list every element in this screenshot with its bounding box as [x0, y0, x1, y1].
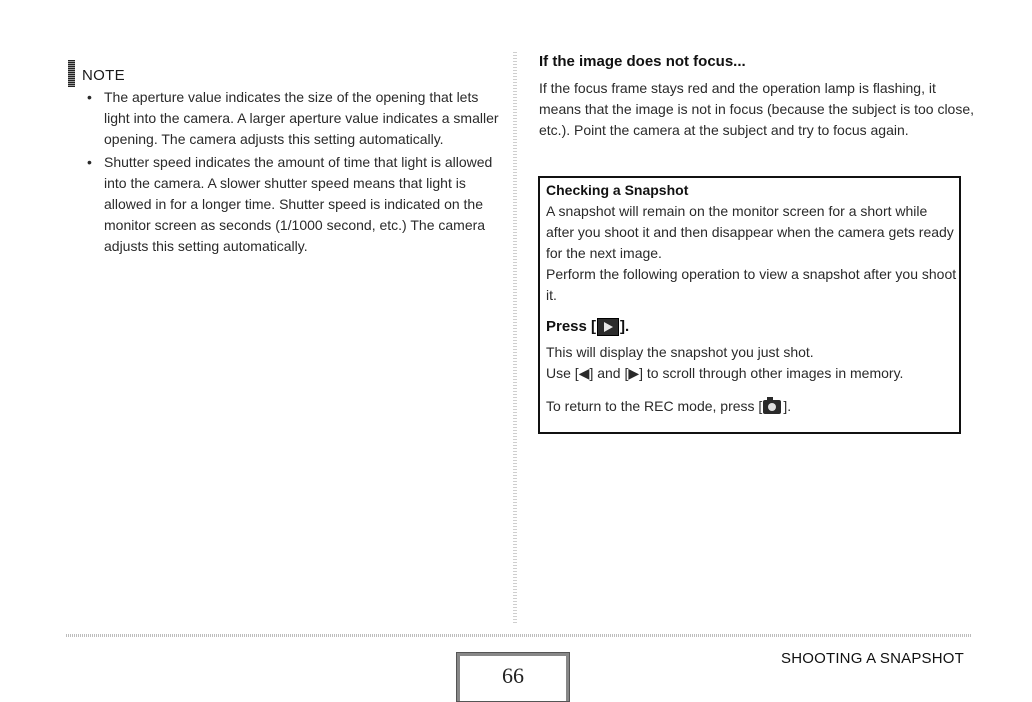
snapshot-box-title: Checking a Snapshot: [546, 182, 689, 198]
camera-icon: [763, 400, 781, 414]
press-line-2: Use [◀] and [▶] to scroll through other images in memory.: [546, 365, 904, 381]
play-icon: [597, 318, 619, 336]
note-list: [82, 87, 502, 259]
snapshot-text-2: Perform the following operation to view a snapshot after you shoot it.: [546, 266, 957, 303]
bullet-icon: •: [87, 89, 92, 105]
page-number: 66: [502, 663, 524, 688]
note-item-text: The aperture value indicates the size of the opening that lets light into the camera. A larger aperture value indicates a smaller opening. The camera adjusts this setting automatically.: [104, 89, 499, 147]
page-number-box: [456, 652, 570, 702]
press-suffix: ].: [620, 318, 630, 335]
press-line-1: This will display the snapshot you just shot.: [546, 344, 814, 360]
focus-heading: If the image does not focus...: [539, 53, 746, 70]
note-title: NOTE: [82, 67, 125, 84]
footer-section-title: SHOOTING A SNAPSHOT: [780, 650, 964, 667]
snapshot-box: [538, 176, 961, 434]
snapshot-text-1: A snapshot will remain on the monitor screen for a short while after you shoot it and then disappear when the camera gets ready for the next image.: [546, 203, 954, 261]
focus-text: If the focus frame stays red and the operation lamp is flashing, it means that the image is not in focus (because the subject is too close, etc.). Point the camera at the subject and try to focus again.: [539, 80, 975, 138]
note-item: [82, 87, 502, 150]
note-marker-bar: [68, 60, 75, 87]
press-heading: [546, 316, 959, 338]
note-item: [82, 152, 502, 257]
footer-rule: [66, 634, 972, 637]
press-prefix: Press [: [546, 318, 597, 335]
return-prefix: To return to the REC mode, press [: [546, 398, 763, 414]
return-line: [546, 396, 959, 417]
note-item-text: Shutter speed indicates the amount of time that light is allowed into the camera. A slower shutter speed means that light is allowed in for a longer time. Shutter speed is indicated on the monitor screen as seconds (1/1000 second, etc.) The camera adjusts this setting automatically.: [104, 154, 493, 254]
bullet-icon: •: [87, 154, 92, 170]
column-divider: [513, 52, 517, 624]
return-suffix: ].: [783, 398, 792, 414]
